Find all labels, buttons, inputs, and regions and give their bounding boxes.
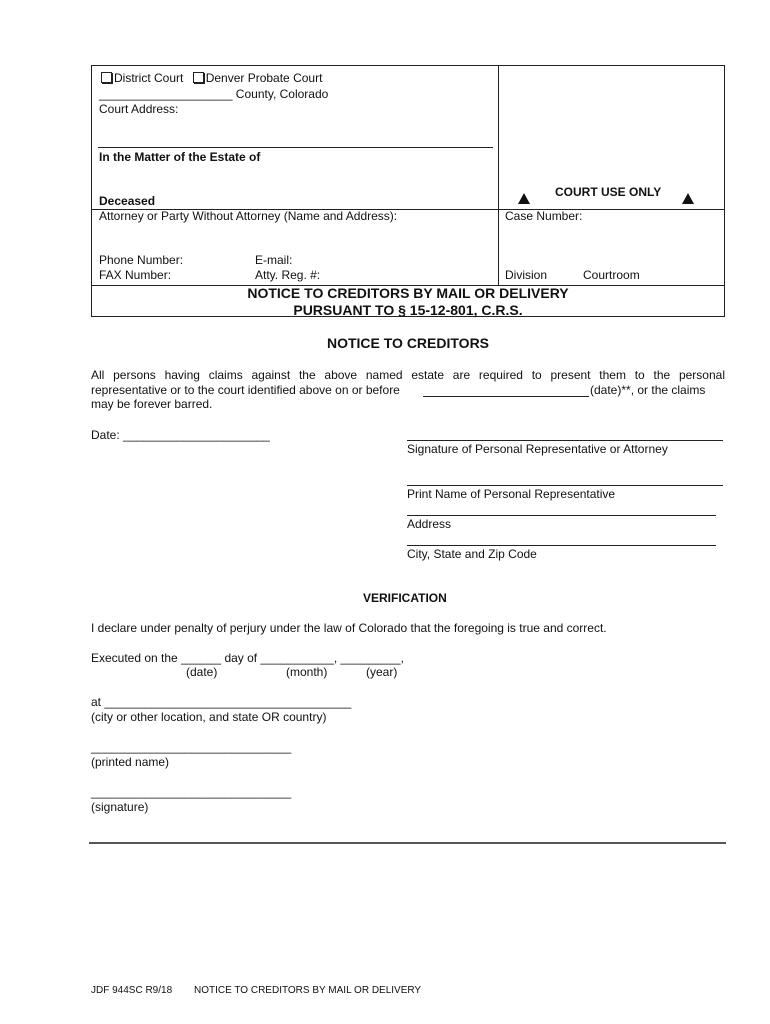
notice-paragraph-line-3: may be forever barred. (91, 397, 213, 411)
atty-reg-label: Atty. Reg. #: (255, 268, 321, 282)
estate-divider (98, 147, 493, 148)
location-hint: (city or other location, and state OR country) (91, 710, 327, 724)
city-label: City, State and Zip Code (407, 547, 537, 561)
court-use-only-label: COURT USE ONLY (555, 185, 662, 199)
notice-paragraph-start: representative or to the court identified above on or before (91, 383, 400, 397)
court-options (101, 71, 322, 85)
up-arrow-icon-right (682, 193, 694, 204)
executed-line[interactable]: Executed on the ______ day of ___________, _________, (91, 651, 404, 665)
form-title-line-2: PURSUANT TO § 15-12-801, C.R.S. (293, 302, 523, 318)
denver-probate-checkbox[interactable] (193, 72, 204, 83)
footer-form-title: NOTICE TO CREDITORS BY MAIL OR DELIVERY (194, 985, 422, 996)
address-line[interactable] (407, 515, 716, 516)
verification-heading: VERIFICATION (363, 591, 447, 605)
fax-label: FAX Number: (99, 268, 172, 282)
signature-label: Signature of Personal Representative or Attorney (407, 442, 668, 456)
notice-heading: NOTICE TO CREDITORS (326, 335, 490, 351)
form-title-line-1: NOTICE TO CREDITORS BY MAIL OR DELIVERY (247, 285, 569, 301)
print-name-line[interactable] (407, 485, 723, 486)
claims-date-line[interactable] (423, 396, 589, 397)
date-hint: (date) (186, 665, 218, 679)
printed-name-hint: (printed name) (91, 755, 170, 769)
form-id: JDF 944SC R9/18 (91, 985, 173, 996)
up-arrow-icon-left (518, 193, 530, 204)
caption-table (91, 65, 725, 317)
signature-line[interactable] (407, 440, 723, 441)
print-name-label: Print Name of Personal Representative (407, 487, 616, 501)
footer-divider (89, 842, 726, 844)
year-hint: (year) (366, 665, 398, 679)
month-hint: (month) (286, 665, 328, 679)
courtroom-label: Courtroom (583, 268, 640, 282)
notice-paragraph-end: (date)**, or the claims (590, 383, 706, 397)
signature-hint: (signature) (91, 800, 149, 814)
caption-divider-vertical (498, 66, 499, 285)
phone-label: Phone Number: (99, 253, 184, 267)
notice-paragraph-line-1: All persons having claims against the above named estate are required to present them to the personal (91, 368, 725, 382)
county-line[interactable]: ____________________ County, Colorado (99, 87, 329, 101)
verification-signature-line[interactable]: ______________________________ (91, 785, 292, 799)
city-line[interactable] (407, 545, 716, 546)
attorney-label: Attorney or Party Without Attorney (Name and Address): (99, 209, 398, 223)
district-court-checkbox[interactable] (101, 72, 112, 83)
district-court-label: District Court (114, 71, 184, 85)
email-label: E-mail: (255, 253, 293, 267)
at-location-line[interactable]: at _____________________________________ (91, 695, 352, 709)
address-label: Address (407, 517, 452, 531)
notice-paragraph-line-2 (91, 383, 400, 397)
deceased-label: Deceased (99, 194, 156, 208)
case-number-label: Case Number: (505, 209, 583, 223)
estate-label: In the Matter of the Estate of (99, 150, 261, 164)
verification-declaration: I declare under penalty of perjury under the law of Colorado that the foregoing is true and correct. (91, 621, 607, 635)
court-address-label: Court Address: (99, 102, 179, 116)
printed-name-line[interactable]: ______________________________ (91, 740, 292, 754)
notice-date-field[interactable]: Date: ______________________ (91, 428, 270, 442)
division-label: Division (505, 268, 548, 282)
denver-probate-label: Denver Probate Court (205, 71, 323, 85)
